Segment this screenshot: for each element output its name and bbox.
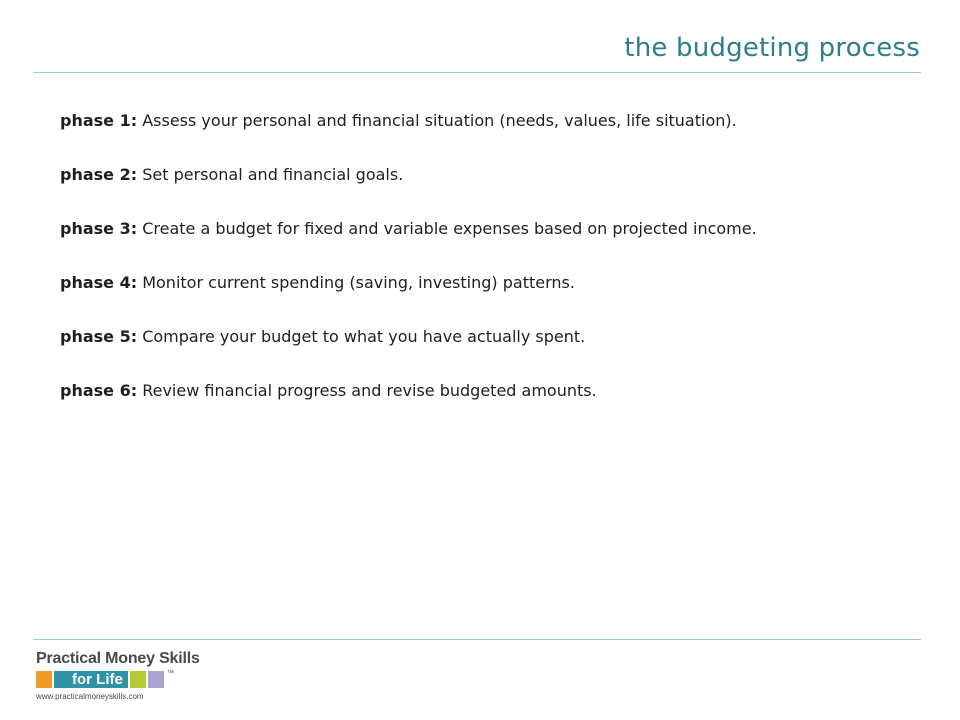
phase-text: Assess your personal and financial situation (needs, values, life situation). — [137, 111, 737, 130]
logo-color-bar — [36, 670, 196, 689]
phase-item-2: phase 2: Set personal and financial goals. — [60, 165, 404, 184]
phase-label: phase 2 — [60, 165, 131, 184]
logo-trademark: ™ — [166, 670, 174, 677]
phase-text: Set personal and financial goals. — [137, 165, 404, 184]
phase-label: phase 3 — [60, 219, 131, 238]
logo-orange-square — [36, 671, 52, 688]
practical-money-skills-logo — [36, 650, 200, 706]
phase-item-3: phase 3: Create a budget for fixed and variable expenses based on projected income. — [60, 219, 757, 238]
logo-for-life: for Life — [70, 671, 128, 688]
phase-text: Review financial progress and revise budgeted amounts. — [137, 381, 597, 400]
title-divider — [33, 72, 921, 73]
logo-url: www.practicalmoneyskills.com — [36, 692, 144, 701]
phase-label: phase 4 — [60, 273, 131, 292]
phase-text: Create a budget for fixed and variable expenses based on projected income. — [137, 219, 757, 238]
logo-purple-square — [148, 671, 164, 688]
footer-divider — [33, 639, 921, 640]
logo-wordmark: Practical Money Skills — [36, 650, 200, 667]
phase-label: phase 6 — [60, 381, 131, 400]
phase-label: phase 1 — [60, 111, 131, 130]
phase-item-6: phase 6: Review financial progress and revise budgeted amounts. — [60, 381, 597, 400]
phase-text: Compare your budget to what you have actually spent. — [137, 327, 586, 346]
phase-label: phase 5 — [60, 327, 131, 346]
phase-item-5: phase 5: Compare your budget to what you have actually spent. — [60, 327, 586, 346]
logo-green-square — [130, 671, 146, 688]
slide-title: the budgeting process — [624, 33, 920, 63]
phase-item-1: phase 1: Assess your personal and financial situation (needs, values, life situation). — [60, 111, 737, 130]
phase-item-4: phase 4: Monitor current spending (saving, investing) patterns. — [60, 273, 575, 292]
phase-text: Monitor current spending (saving, investing) patterns. — [137, 273, 575, 292]
phase-list — [60, 108, 940, 432]
logo-teal-square — [54, 671, 70, 688]
